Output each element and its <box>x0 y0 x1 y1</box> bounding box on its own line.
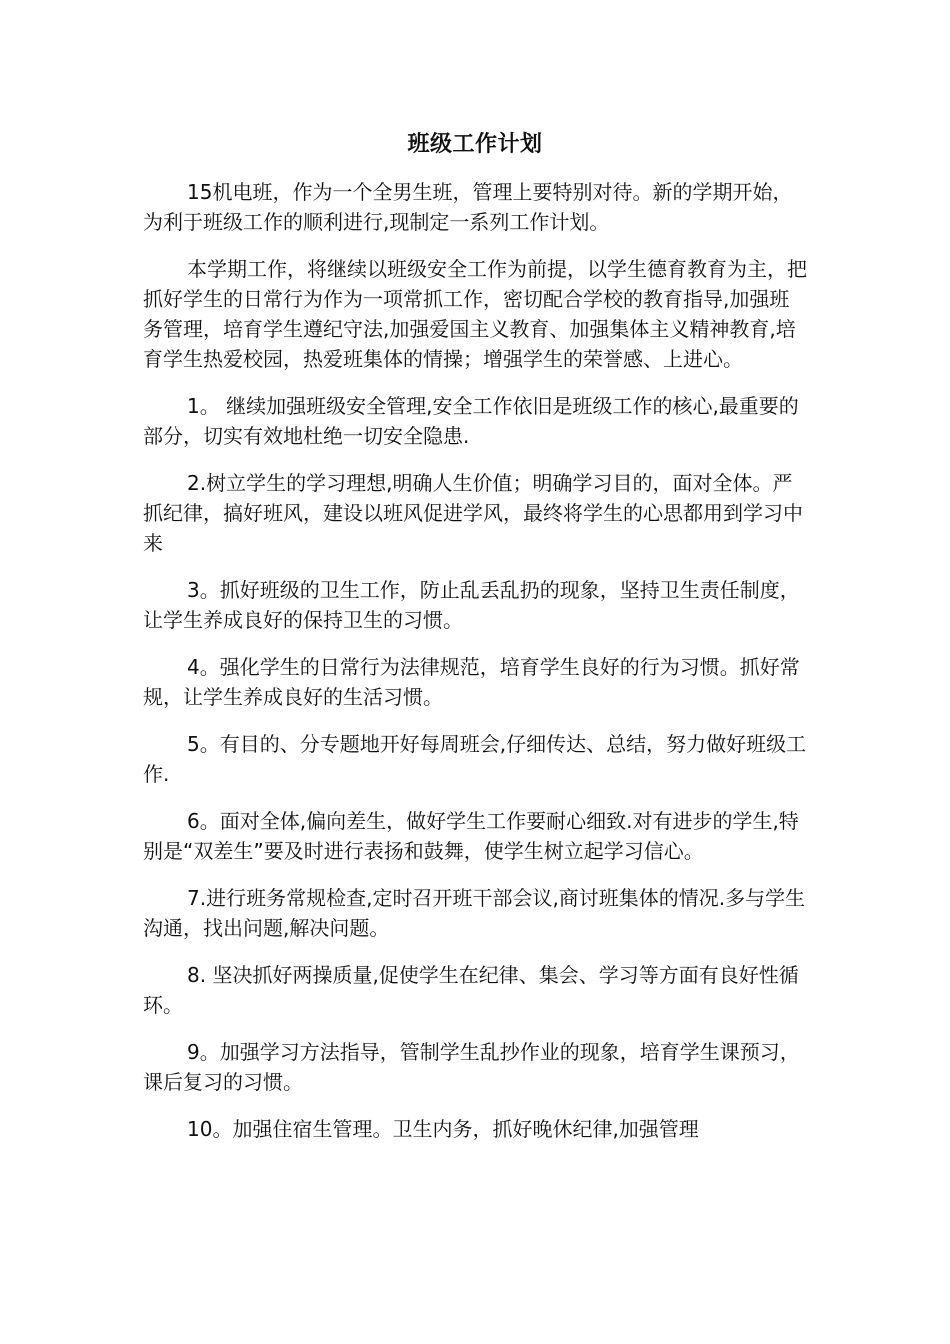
plan-item-6: 6。面对全体,偏向差生，做好学生工作要耐心细致.对有进步的学生,特别是“双差生”要及时进行表扬和鼓舞，使学生树立起学习信心。 <box>143 809 799 863</box>
intro-paragraph: 15机电班，作为一个全男生班，管理上要特别对待。新的学期开始，为利于班级工作的顺利进行,现制定一系列工作计划。 <box>143 180 793 234</box>
plan-item-7: 7.进行班务常规检查,定时召开班干部会议,商讨班集体的情况.多与学生沟通，找出问题,解决问题。 <box>143 886 806 940</box>
plan-item-9: 9。加强学习方法指导，管制学生乱抄作业的现象，培育学生课预习，课后复习的习惯。 <box>143 1040 800 1094</box>
plan-item-2: 2.树立学生的学习理想,明确人生价值；明确学习目的，面对全体。严抓纪律，搞好班风，建设以班风促进学风，最终将学生的心思都用到学习中来 <box>143 471 803 555</box>
plan-item-4: 4。强化学生的日常行为法律规范，培育学生良好的行为习惯。抓好常规，让学生养成良好的生活习惯。 <box>143 655 800 709</box>
plan-item-10: 10。加强住宿生管理。卫生内务，抓好晚休纪律,加强管理 <box>187 1117 699 1141</box>
semester-overview-paragraph: 本学期工作，将继续以班级安全工作为前提，以学生德育教育为主，把抓好学生的日常行为作为一项常抓工作，密切配合学校的教育指导,加强班务管理，培育学生遵纪守法,加强爱国主义教育、加强集体主义精神教育,培育学生热爱校园，热爱班集体的情操；增强学生的荣誉感、上进心。 <box>143 257 807 371</box>
plan-item-3: 3。抓好班级的卫生工作，防止乱丢乱扔的现象，坚持卫生责任制度， 让学生养成良好的保持卫生的习惯。 <box>143 578 800 632</box>
document-body <box>143 177 809 1161</box>
document-title: 班级工作计划 <box>407 132 543 157</box>
plan-item-1: 1。 继续加强班级安全管理,安全工作依旧是班级工作的核心,最重要的部分，切实有效地杜绝一切安全隐患. <box>143 394 799 448</box>
plan-item-8: 8. 坚决抓好两操质量,促使学生在纪律、集会、学习等方面有良好性循环。 <box>143 963 799 1017</box>
plan-item-5: 5。有目的、分专题地开好每周班会,仔细传达、总结，努力做好班级工作. <box>143 732 807 786</box>
